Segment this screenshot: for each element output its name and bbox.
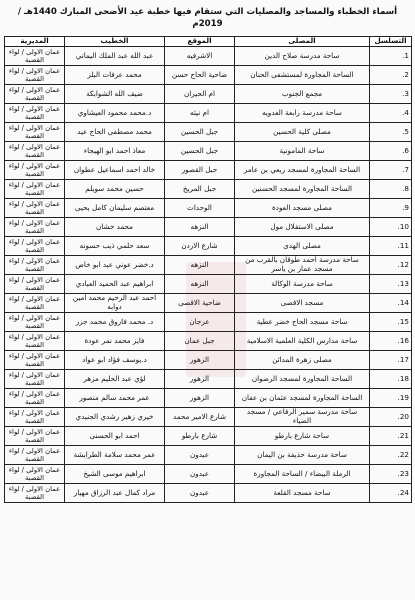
document-title: أسماء الخطباء والمساجد والمصليات التي ستقام فيها خطبة عيد الأضحى المبارك 1440هـ / 2019م (17, 7, 398, 29)
table-row (5, 446, 412, 465)
cell-serial: 4. (370, 104, 412, 123)
cell-directorate: عمان الاولى / لواء القصبة (5, 484, 65, 503)
cell-prayer-place: ساحة مسجد الحاج خضر عطية (235, 313, 370, 332)
cell-serial: 15. (370, 313, 412, 332)
cell-preacher: د.يوسف فؤاد ابو عواد (65, 351, 165, 370)
cell-prayer-place: ساحة مدرسة احمد طوقان بالقرب من مسجد عمار بن ياسر (235, 256, 370, 275)
cell-preacher: محمد خشان (65, 218, 165, 237)
cell-serial: 11. (370, 237, 412, 256)
cell-location: جبل الحسين (165, 142, 235, 161)
table-row (5, 237, 412, 256)
cell-location: عبدون (165, 465, 235, 484)
table-row (5, 256, 412, 275)
table-row (5, 332, 412, 351)
cell-preacher: ابراهيم عبد الحميد العبادي (65, 275, 165, 294)
cell-serial: 19. (370, 389, 412, 408)
cell-preacher: احمد ابو الحسنى (65, 427, 165, 446)
cell-location: الزهور (165, 389, 235, 408)
cell-directorate: عمان الاولى / لواء القصبة (5, 218, 65, 237)
cell-location: الزهور (165, 370, 235, 389)
cell-serial: 6. (370, 142, 412, 161)
cell-location: النزهه (165, 256, 235, 275)
cell-location: جبل الحسين (165, 123, 235, 142)
cell-serial: 23. (370, 465, 412, 484)
table-row (5, 351, 412, 370)
cell-prayer-place: مصلى كلية الحسين (235, 123, 370, 142)
cell-location: عبدون (165, 446, 235, 465)
header-location: الموقع (165, 37, 235, 47)
cell-location: عبدون (165, 484, 235, 503)
header-serial: التسلسل (370, 37, 412, 47)
cell-directorate: عمان الاولى / لواء القصبة (5, 370, 65, 389)
cell-location: جبل القصور (165, 161, 235, 180)
cell-directorate: عمان الاولى / لواء القصبة (5, 123, 65, 142)
table-row (5, 370, 412, 389)
table-row (5, 199, 412, 218)
cell-serial: 16. (370, 332, 412, 351)
cell-prayer-place: الساحة المجاورة لمسجد ربعي بن عامر (235, 161, 370, 180)
cell-preacher: حسين محمد سويلم (65, 180, 165, 199)
cell-directorate: عمان الاولى / لواء القصبة (5, 237, 65, 256)
cell-directorate: عمان الاولى / لواء القصبة (5, 199, 65, 218)
cell-prayer-place: الساحة المجاورة لمستشفى الحنان (235, 66, 370, 85)
cell-prayer-place: ساحة مدرسة سمير الرفاعي / مسجد الضياء (235, 408, 370, 427)
cell-serial: 12. (370, 256, 412, 275)
cell-directorate: عمان الاولى / لواء القصبة (5, 351, 65, 370)
cell-prayer-place: ساحة مدرسة حذيفة بن اليمان (235, 446, 370, 465)
cell-preacher: معتصم سليمان كامل يحيى (65, 199, 165, 218)
cell-directorate: عمان الاولى / لواء القصبة (5, 294, 65, 313)
cell-preacher: معاذ احمد ابو الهيجاء (65, 142, 165, 161)
schedule-table (4, 36, 412, 503)
table-row (5, 85, 412, 104)
cell-preacher: لؤي عبد الحليم مزهر (65, 370, 165, 389)
cell-directorate: عمان الاولى / لواء القصبة (5, 66, 65, 85)
cell-directorate: عمان الاولى / لواء القصبة (5, 47, 65, 66)
cell-location: الوحدات (165, 199, 235, 218)
cell-serial: 24. (370, 484, 412, 503)
cell-location: شارع الاردن (165, 237, 235, 256)
cell-prayer-place: مسجد الاقصى (235, 294, 370, 313)
cell-serial: 21. (370, 427, 412, 446)
cell-serial: 17. (370, 351, 412, 370)
cell-location: الاشرفيه (165, 47, 235, 66)
cell-location: ام الحيران (165, 85, 235, 104)
table-row (5, 427, 412, 446)
cell-prayer-place: ساحة مدرسة رابعة العدويه (235, 104, 370, 123)
cell-directorate: عمان الاولى / لواء القصبة (5, 256, 65, 275)
cell-preacher: احمد عبد الرحيم محمد امين دوابه (65, 294, 165, 313)
cell-preacher: خيري زهير رشدي الجنيدي (65, 408, 165, 427)
cell-prayer-place: ساحة مدرسة صلاح الدين (235, 47, 370, 66)
cell-location: النزهه (165, 275, 235, 294)
cell-serial: 7. (370, 161, 412, 180)
cell-prayer-place: ساحة مسجد القلعة (235, 484, 370, 503)
cell-directorate: عمان الاولى / لواء القصبة (5, 389, 65, 408)
cell-location: ضاحية الحاج حسن (165, 66, 235, 85)
cell-serial: 10. (370, 218, 412, 237)
cell-prayer-place: مصلى زهرة المدائن (235, 351, 370, 370)
cell-directorate: عمان الاولى / لواء القصبة (5, 85, 65, 104)
header-prayer-place: المصلى (235, 37, 370, 47)
table-row (5, 47, 412, 66)
cell-preacher: عمر محمد سالم منصور (65, 389, 165, 408)
table-row (5, 161, 412, 180)
cell-serial: 22. (370, 446, 412, 465)
cell-preacher: ضيف الله الشوابكة (65, 85, 165, 104)
cell-serial: 1. (370, 47, 412, 66)
cell-directorate: عمان الاولى / لواء القصبة (5, 446, 65, 465)
table-row (5, 142, 412, 161)
cell-location: الزهور (165, 351, 235, 370)
cell-location: ضاحية الاقصى (165, 294, 235, 313)
cell-preacher: د.محمد محمود العيشاوي (65, 104, 165, 123)
cell-location: شارع الامير محمد (165, 408, 235, 427)
cell-preacher: عمر محمد سلامة الطرابشة (65, 446, 165, 465)
cell-directorate: عمان الاولى / لواء القصبة (5, 408, 65, 427)
cell-directorate: عمان الاولى / لواء القصبة (5, 465, 65, 484)
cell-location: النزهه (165, 218, 235, 237)
cell-preacher: محمد عرفات البلز (65, 66, 165, 85)
cell-serial: 5. (370, 123, 412, 142)
cell-preacher: سعد حلمي ذيب حسونه (65, 237, 165, 256)
cell-location: ام نيثه (165, 104, 235, 123)
header-directorate: المديرية (5, 37, 65, 47)
cell-prayer-place: ساحة مدرسة الوكالة (235, 275, 370, 294)
table-row (5, 104, 412, 123)
cell-directorate: عمان الاولى / لواء القصبة (5, 313, 65, 332)
table-row (5, 484, 412, 503)
cell-prayer-place: مصلى الاستقلال مول (235, 218, 370, 237)
cell-directorate: عمان الاولى / لواء القصبة (5, 427, 65, 446)
cell-prayer-place: مجمع الجنوب (235, 85, 370, 104)
table-row (5, 180, 412, 199)
cell-preacher: محمد مصطفى الحاج عيد (65, 123, 165, 142)
cell-prayer-place: الرملة البيضاء / الساحة المجاورة (235, 465, 370, 484)
table-row (5, 275, 412, 294)
table-row (5, 389, 412, 408)
cell-directorate: عمان الاولى / لواء القصبة (5, 180, 65, 199)
cell-serial: 8. (370, 180, 412, 199)
table-row (5, 294, 412, 313)
cell-location: جبل المريخ (165, 180, 235, 199)
cell-location: شارع بارطو (165, 427, 235, 446)
cell-directorate: عمان الاولى / لواء القصبة (5, 104, 65, 123)
cell-prayer-place: ساحة مدارس الكلية العلمية الاسلامية (235, 332, 370, 351)
cell-serial: 13. (370, 275, 412, 294)
cell-location: جبل عمان (165, 332, 235, 351)
cell-prayer-place: مصلى الهدى (235, 237, 370, 256)
header-preacher: الخطيب (65, 37, 165, 47)
cell-prayer-place: الساحة المجاورة لمسجد الرضوان (235, 370, 370, 389)
table-row (5, 123, 412, 142)
cell-serial: 14. (370, 294, 412, 313)
cell-location: عرجان (165, 313, 235, 332)
cell-prayer-place: الساحة المجاورة لمسجد عثمان بن عفان (235, 389, 370, 408)
cell-serial: 2. (370, 66, 412, 85)
cell-directorate: عمان الاولى / لواء القصبة (5, 332, 65, 351)
table-row (5, 408, 412, 427)
table-row (5, 313, 412, 332)
cell-serial: 9. (370, 199, 412, 218)
cell-serial: 20. (370, 408, 412, 427)
table-row (5, 66, 412, 85)
cell-directorate: عمان الاولى / لواء القصبة (5, 142, 65, 161)
cell-prayer-place: ساحة المامونية (235, 142, 370, 161)
cell-prayer-place: مصلى مسجد العودة (235, 199, 370, 218)
cell-preacher: عبد الله عبد الملك اليماني (65, 47, 165, 66)
cell-serial: 18. (370, 370, 412, 389)
table-header-row (5, 37, 412, 47)
cell-preacher: مراد كمال عبد الرزاق مهيار (65, 484, 165, 503)
cell-prayer-place: ساحة شارع بارطو (235, 427, 370, 446)
cell-preacher: فايز محمد نمر عودة (65, 332, 165, 351)
cell-directorate: عمان الاولى / لواء القصبة (5, 161, 65, 180)
table-row (5, 218, 412, 237)
cell-preacher: د. محمد فاروق محمد جزر (65, 313, 165, 332)
cell-serial: 3. (370, 85, 412, 104)
table-row (5, 465, 412, 484)
cell-preacher: ابراهيم موسى الشيخ (65, 465, 165, 484)
cell-preacher: خالد احمد اسماعيل عطوان (65, 161, 165, 180)
cell-preacher: د.خضر عوني عبد ابو خاص (65, 256, 165, 275)
cell-prayer-place: الساحة المجاورة لمسجد الحسنين (235, 180, 370, 199)
table-body (5, 47, 412, 503)
cell-directorate: عمان الاولى / لواء القصبة (5, 275, 65, 294)
